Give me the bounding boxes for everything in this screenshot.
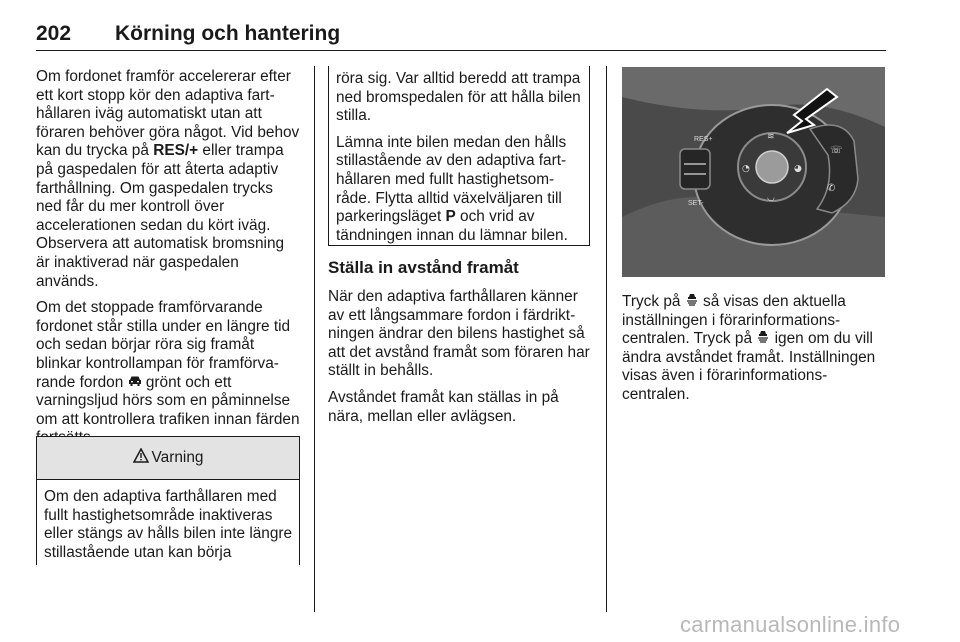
warning-header — [37, 437, 299, 480]
column-1 — [36, 68, 300, 456]
column-divider-1 — [314, 66, 315, 612]
distance-button-icon — [756, 330, 770, 349]
lane-assist-icon: ◡ — [767, 193, 775, 203]
hang-up-icon: ✆ — [827, 183, 836, 194]
page-header — [36, 6, 886, 51]
column-2-body — [328, 288, 594, 434]
warning-continued-p1: röra sig. Var alltid beredd att trampa ned bromspedalen för att hålla bilen stilla. — [336, 70, 581, 125]
column-3-body — [622, 293, 888, 413]
warning-body: Om den adaptiva farthållaren med fullt hastighetsområde inaktiveras eller stängs av hålls bilen inte längre stillastående utan kan börja — [44, 488, 293, 561]
column-divider-2 — [606, 66, 607, 612]
paragraph-distance: När den adaptiva farthållaren känner av ett långsammare fordon i färdriktningen ändrar den bilens hastighet så att det avstånd framåt som föraren har ställt in behålls. — [328, 288, 590, 380]
warning-box — [36, 436, 300, 565]
warning-box-continued — [328, 66, 590, 246]
steering-wheel-controls-image — [622, 67, 885, 277]
paragraph-resume: Om fordonet framför accelererar efter ett kort stopp kör den adaptiva farthållaren iväg automatiskt utan att föraren behöver göra något. Vid behov kan du trycka på RES/+ eller trampa på gaspedalen för att återta adaptiv farthållning. Om gaspedalen trycks ned får du mer kontroll över accelerationen sedan du kört iväg. Observera att automatisk bromsning är inaktiverad när gaspedalen används. — [36, 68, 300, 290]
cruise-icon: ◔ — [742, 164, 750, 174]
warning-triangle-icon — [133, 448, 149, 468]
warning-title: Varning — [151, 449, 204, 466]
watermark: carmanualsonline.info — [680, 612, 901, 637]
chapter-title: Körning och hantering — [115, 22, 341, 45]
distance-button-icon — [685, 293, 699, 312]
speed-limiter-icon: ◕ — [794, 164, 802, 174]
warning-continued-p2: Lämna inte bilen medan den hålls stillastående av den adaptiva farthållaren med fullt hastighetsområde. Flytta alltid växelväljaren till parkeringsläget P och vrid av tändningen innan du lämnar bilen. — [336, 133, 568, 244]
res-plus-label: RES+ — [694, 136, 713, 143]
section-title: Ställa in avstånd framåt — [328, 258, 519, 277]
page-number: 202 — [36, 22, 72, 45]
res-key-label: RES/+ — [153, 142, 199, 160]
paragraph-press-distance: Tryck på så visas den aktuella inställningen i förarinformationscentralen. Tryck på igen om du vill ändra avståndet framåt. Inställningen visas även i förarinformationscentralen. — [622, 293, 876, 403]
paragraph-distance-options: Avståndet framåt kan ställas in på nära, mellan eller avlägsen. — [328, 388, 559, 425]
set-minus-label: SET- — [688, 200, 704, 207]
park-key-label: P — [445, 208, 456, 226]
paragraph-vehicle-ahead: Om det stoppade framförvarande fordonet står stilla under en längre tid och sedan börjar röra sig framåt blinkar kontrollampan för framförvarande fordon grönt och ett varningsljud hörs som en påminnelse om att kontrollera trafiken innan färden — [36, 299, 300, 428]
distance-icon: ≋ — [767, 132, 775, 142]
phone-icon: ☏ — [830, 145, 843, 156]
vehicle-ahead-icon — [128, 374, 142, 393]
